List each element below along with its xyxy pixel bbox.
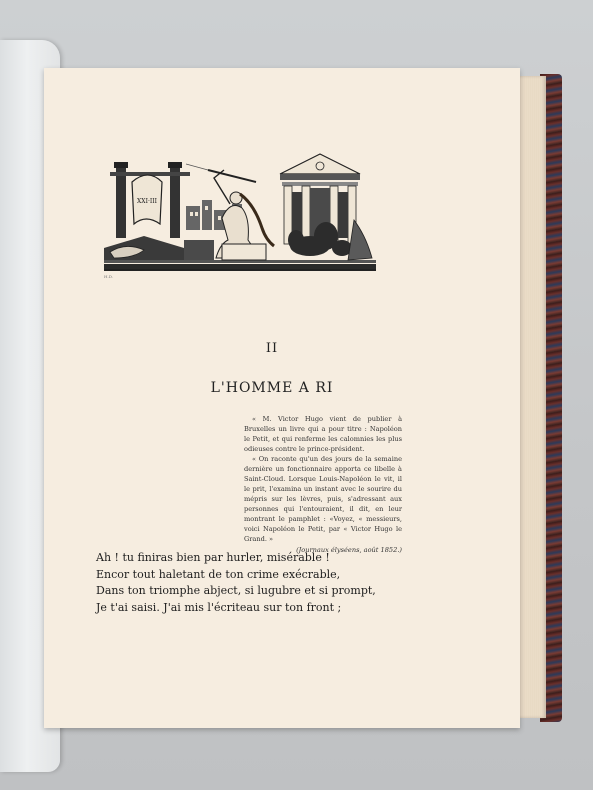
book-page	[44, 68, 520, 728]
chapter-number: II	[265, 341, 279, 356]
poem-line: Dans ton triomphe abject, si lugubre et si prompt,	[96, 584, 376, 597]
poem-line: Je t'ai saisi. J'ai mis l'écriteau sur ton front ;	[96, 600, 342, 614]
engraved-vignette	[104, 148, 422, 272]
epigraph-source: (Journaux élyséens, août 1852.)	[296, 546, 402, 554]
epigraph-paragraph: « On raconte qu'un des jours de la semaine dernière un fonctionnaire apporta ce libelle à Saint-Cloud. Lorsque Louis-Napoléon le vit, il le prit, l'examina un instant avec le sourire du mépris sur les lèvres, puis, s'adressant aux personnes qui l'entouraient, il dit, en leur montrant le pamphlet : «Voyez, « messieurs, voici Napoléon le Petit, par « Victor Hugo le Grand. »	[244, 455, 402, 543]
epigraph	[244, 414, 402, 555]
epigraph-paragraph: « M. Victor Hugo vient de publier à Bruxelles un livre qui a pour titre : Napoléon le Petit, et qui renferme les calomnies les plus odieuses contre le prince-président.	[244, 415, 402, 453]
poem-line: Encor tout haletant de ton crime exécrable,	[96, 567, 341, 581]
chapter-title: L'HOMME A RI	[210, 380, 334, 396]
poem	[96, 550, 436, 616]
poem-line: Ah ! tu finiras bien par hurler, misérable !	[96, 551, 330, 564]
plaque-inscription: XXI·III	[137, 198, 157, 205]
page-block-edges	[516, 76, 546, 718]
engraver-signature: H.D.	[104, 274, 114, 279]
